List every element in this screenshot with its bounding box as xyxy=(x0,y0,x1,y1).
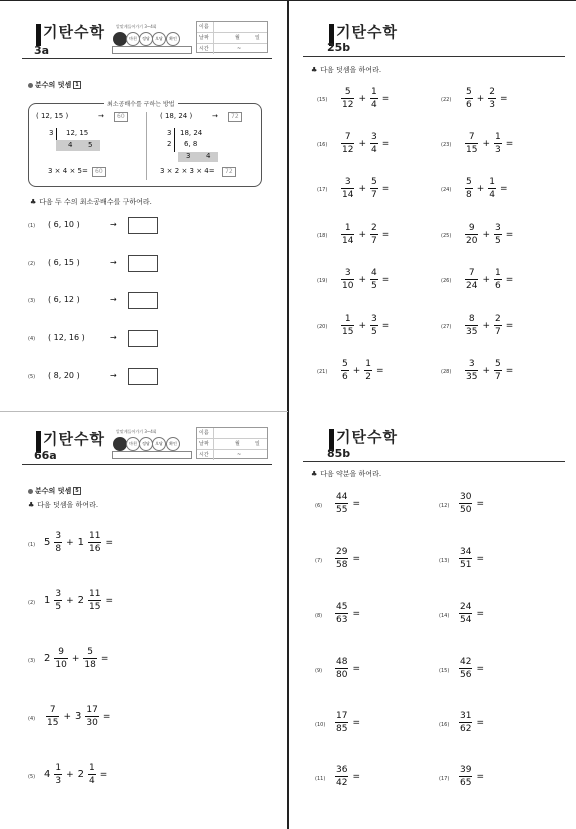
fraction: 5 18 xyxy=(84,647,96,670)
club-icon: ♣ xyxy=(30,198,37,206)
fraction: 44 55 xyxy=(336,492,348,515)
problem-number: (4) xyxy=(28,716,36,722)
reduce-expression: 34 51 = xyxy=(460,547,484,570)
fraction: 2 7 xyxy=(371,223,377,246)
reduce-expression: 36 42 = xyxy=(336,765,360,788)
date-label: 날짜 xyxy=(199,33,214,43)
addition-expression: 3 14 + 5 7 = xyxy=(342,177,390,200)
problem-number: (12) xyxy=(439,503,450,509)
fraction: 3 35 xyxy=(466,359,478,382)
fraction: 24 54 xyxy=(460,602,472,625)
left-calc: 3 × 4 × 5= xyxy=(48,167,88,175)
problem-number: (26) xyxy=(441,278,452,284)
reduce-expression: 39 65 = xyxy=(460,765,484,788)
mixed-number-addition: 4 1 3 + 2 1 4 = xyxy=(44,763,108,786)
left-divisor: 3 xyxy=(49,129,54,137)
problem-number: (7) xyxy=(315,558,323,564)
day-label: 일 xyxy=(255,35,260,41)
month-label: 월 xyxy=(235,441,240,447)
page-66a xyxy=(0,414,287,829)
fraction: 11 15 xyxy=(89,589,101,612)
name-label: 이름 xyxy=(199,22,214,32)
fraction: 11 16 xyxy=(89,531,101,554)
problem-number: (1) xyxy=(28,542,36,548)
problem-number: (10) xyxy=(315,722,326,728)
stamp-3: 오답 xyxy=(152,32,166,46)
problem-pair: ( 6, 12 ) xyxy=(48,295,80,304)
section-number: 5 xyxy=(75,488,79,494)
answer-box[interactable] xyxy=(128,368,158,385)
right-calc-answer: 72 xyxy=(222,167,236,177)
fraction: 9 10 xyxy=(55,647,67,670)
fraction: 3 5 xyxy=(371,314,377,337)
problem-number: (24) xyxy=(441,187,452,193)
logo: 기탄수학 xyxy=(43,23,105,41)
fraction: 9 20 xyxy=(466,223,478,246)
left-calc-answer: 60 xyxy=(92,167,106,177)
mixed-number-addition: 2 9 10 + 5 18 = xyxy=(44,647,109,670)
problem-pair: ( 8, 20 ) xyxy=(48,371,80,380)
answer-box[interactable] xyxy=(128,255,158,272)
reduce-expression: 24 54 = xyxy=(460,602,484,625)
header-separator xyxy=(303,56,565,57)
addition-expression: 5 8 + 1 4 = xyxy=(466,177,508,200)
problem-number: (16) xyxy=(439,722,450,728)
right-row2: 6, 8 xyxy=(184,140,198,148)
right-row3a: 3 xyxy=(186,152,191,160)
fraction: 39 65 xyxy=(460,765,472,788)
answer-box[interactable] xyxy=(128,292,158,309)
problem-arrow: → xyxy=(110,371,117,380)
date-label: 날짜 xyxy=(199,439,214,449)
problem-pair: ( 6, 15 ) xyxy=(48,258,80,267)
answer-box[interactable] xyxy=(128,217,158,234)
header-separator xyxy=(22,58,272,59)
fraction: 2 7 xyxy=(495,314,501,337)
reduce-expression: 29 58 = xyxy=(336,547,360,570)
fraction: 30 50 xyxy=(460,492,472,515)
problem-arrow: → xyxy=(110,220,117,229)
reduce-expression: 48 80 = xyxy=(336,657,360,680)
fraction: 3 14 xyxy=(342,177,354,200)
stamp-1: 마친 xyxy=(126,32,140,46)
problem-number: (4) xyxy=(28,336,36,342)
reduce-expression: 44 55 = xyxy=(336,492,360,515)
fraction: 5 6 xyxy=(342,359,348,382)
left-row1: 12, 15 xyxy=(66,129,89,137)
answer-box[interactable] xyxy=(128,330,158,347)
bullet-icon xyxy=(28,83,33,88)
fraction: 5 8 xyxy=(466,177,472,200)
logo: 기탄수학 xyxy=(43,430,105,448)
problem-number: (6) xyxy=(315,503,323,509)
progress-strip xyxy=(112,451,192,459)
page-number: 66a xyxy=(34,449,57,462)
right-answer: 72 xyxy=(228,112,242,122)
problem-number: (2) xyxy=(28,600,36,606)
fraction: 3 5 xyxy=(55,589,62,612)
left-row2a: 4 xyxy=(68,141,73,149)
fraction: 7 12 xyxy=(342,132,354,155)
page-3a xyxy=(0,0,287,412)
problem-number: (1) xyxy=(28,223,36,229)
left-bracket xyxy=(56,128,57,140)
fraction: 36 42 xyxy=(336,765,348,788)
section-number: 1 xyxy=(75,82,79,88)
page-number: 3a xyxy=(34,44,50,57)
left-row2b: 5 xyxy=(88,141,93,149)
instruction: ♣ 다음 덧셈을 하여라. xyxy=(28,501,99,509)
fraction: 29 58 xyxy=(336,547,348,570)
stamp-caption: 알맞게들어가기 3~4회 xyxy=(116,24,157,29)
problem-number: (9) xyxy=(315,668,323,674)
fraction: 45 63 xyxy=(336,602,348,625)
page-number: 85b xyxy=(327,447,351,460)
section-title: 분수의 덧셈 1 xyxy=(28,80,81,90)
fraction: 31 62 xyxy=(460,711,472,734)
fraction: 1 4 xyxy=(489,177,496,200)
club-icon: ♣ xyxy=(311,470,318,478)
mixed-number-addition: 7 15 + 3 17 30 = xyxy=(47,705,111,728)
page-number: 25b xyxy=(327,41,351,54)
addition-expression: 1 15 + 3 5 = xyxy=(342,314,390,337)
left-shade xyxy=(56,140,100,151)
page-25b xyxy=(289,0,576,412)
fraction: 4 5 xyxy=(371,268,377,291)
page-85b xyxy=(289,414,576,829)
stamp-4: 확인 xyxy=(166,32,180,46)
grade-stamp xyxy=(113,437,127,451)
problem-number: (2) xyxy=(28,261,36,267)
problem-number: (14) xyxy=(439,613,450,619)
reduce-expression: 31 62 = xyxy=(460,711,484,734)
problem-arrow: → xyxy=(110,333,117,342)
problem-number: (18) xyxy=(317,233,328,239)
month-label: 월 xyxy=(235,35,240,41)
fraction: 1 14 xyxy=(342,223,354,246)
problem-number: (11) xyxy=(315,776,326,782)
fraction: 5 7 xyxy=(495,359,501,382)
fraction: 7 15 xyxy=(47,705,59,728)
time-sep: ~ xyxy=(237,452,242,458)
problem-arrow: → xyxy=(110,295,117,304)
left-answer: 60 xyxy=(114,112,128,122)
problem-number: (27) xyxy=(441,324,452,330)
fraction: 3 8 xyxy=(55,531,62,554)
instruction: ♣ 다음 덧셈을 하여라. xyxy=(311,66,382,74)
fraction: 1 15 xyxy=(342,314,354,337)
lcm-divider xyxy=(146,112,147,180)
right-shade xyxy=(178,152,218,162)
fraction: 7 24 xyxy=(466,268,478,291)
problem-number: (5) xyxy=(28,374,36,380)
info-box xyxy=(196,21,268,53)
problem-number: (15) xyxy=(317,97,328,103)
time-label: 시간 xyxy=(199,450,214,460)
fraction: 34 51 xyxy=(460,547,472,570)
header-separator xyxy=(303,461,565,462)
left-pair: ( 12, 15 ) xyxy=(36,112,69,120)
header-separator xyxy=(22,464,272,465)
lcm-method-title: 최소공배수를 구하는 방법 xyxy=(104,99,178,108)
problem-number: (25) xyxy=(441,233,452,239)
problem-number: (3) xyxy=(28,658,36,664)
fraction: 1 4 xyxy=(89,763,95,786)
addition-expression: 3 35 + 5 7 = xyxy=(466,359,514,382)
left-arrow: → xyxy=(98,112,104,120)
right-arrow: → xyxy=(212,112,218,120)
stamp-2: 정답 xyxy=(139,32,153,46)
problem-number: (15) xyxy=(439,668,450,674)
addition-expression: 8 35 + 2 7 = xyxy=(466,314,514,337)
addition-expression: 5 6 + 2 3 = xyxy=(466,87,508,110)
instruction: ♣ 다음 약분을 하여라. xyxy=(311,470,382,478)
right-row1: 18, 24 xyxy=(180,129,203,137)
problem-number: (8) xyxy=(315,613,323,619)
fraction: 17 85 xyxy=(336,711,348,734)
addition-expression: 7 24 + 1 6 = xyxy=(466,268,514,291)
time-sep: ~ xyxy=(237,46,242,52)
club-icon: ♣ xyxy=(28,501,35,509)
mixed-number-addition: 1 3 5 + 2 11 15 = xyxy=(44,589,114,612)
problem-arrow: → xyxy=(110,258,117,267)
right-pair: ( 18, 24 ) xyxy=(160,112,193,120)
reduce-expression: 45 63 = xyxy=(336,602,360,625)
addition-expression: 7 12 + 3 4 = xyxy=(342,132,390,155)
fraction: 7 15 xyxy=(466,132,478,155)
fraction: 5 6 xyxy=(466,87,472,110)
fraction: 1 3 xyxy=(495,132,501,155)
addition-expression: 1 14 + 2 7 = xyxy=(342,223,390,246)
problem-number: (22) xyxy=(441,97,452,103)
reduce-expression: 17 85 = xyxy=(336,711,360,734)
section-title: 분수의 덧셈 5 xyxy=(28,486,81,496)
addition-expression: 5 12 + 1 4 = xyxy=(342,87,390,110)
logo: 기탄수학 xyxy=(336,428,398,446)
fraction: 3 10 xyxy=(342,268,354,291)
fraction: 3 4 xyxy=(371,132,377,155)
fraction: 42 56 xyxy=(460,657,472,680)
problem-number: (17) xyxy=(439,776,450,782)
stamp-4: 확인 xyxy=(166,437,180,451)
fraction: 8 35 xyxy=(466,314,478,337)
fraction: 2 3 xyxy=(489,87,496,110)
logo: 기탄수학 xyxy=(336,23,398,41)
info-box xyxy=(196,427,268,459)
fraction: 1 2 xyxy=(365,359,372,382)
problem-number: (17) xyxy=(317,187,328,193)
right-divisor-1: 3 xyxy=(167,129,172,137)
problem-pair: ( 12, 16 ) xyxy=(48,333,85,342)
stamp-caption: 알맞게들어가기 3~4회 xyxy=(116,429,157,434)
grade-stamp xyxy=(113,32,127,46)
fraction: 5 12 xyxy=(342,87,354,110)
right-calc: 3 × 2 × 3 × 4= xyxy=(160,167,215,175)
bullet-icon xyxy=(28,489,33,494)
problem-number: (28) xyxy=(441,369,452,375)
mixed-number-addition: 5 3 8 + 1 11 16 = xyxy=(44,531,114,554)
time-label: 시간 xyxy=(199,44,214,54)
problem-number: (5) xyxy=(28,774,36,780)
problem-number: (19) xyxy=(317,278,328,284)
problem-number: (23) xyxy=(441,142,452,148)
problem-number: (21) xyxy=(317,369,328,375)
stamp-2: 정답 xyxy=(139,437,153,451)
right-divisor-2: 2 xyxy=(167,140,172,148)
stamp-1: 마친 xyxy=(126,437,140,451)
problem-number: (3) xyxy=(28,298,36,304)
stamp-3: 오답 xyxy=(152,437,166,451)
addition-expression: 9 20 + 3 5 = xyxy=(466,223,514,246)
addition-expression: 3 10 + 4 5 = xyxy=(342,268,390,291)
club-icon: ♣ xyxy=(311,66,318,74)
problem-number: (16) xyxy=(317,142,328,148)
day-label: 일 xyxy=(255,441,260,447)
fraction: 1 3 xyxy=(55,763,62,786)
name-label: 이름 xyxy=(199,428,214,438)
problem-pair: ( 6, 10 ) xyxy=(48,220,80,229)
fraction: 3 5 xyxy=(495,223,501,246)
fraction: 5 7 xyxy=(371,177,377,200)
problem-number: (13) xyxy=(439,558,450,564)
header-bar xyxy=(36,24,41,46)
progress-strip xyxy=(112,46,192,54)
fraction: 48 80 xyxy=(336,657,348,680)
instruction: ♣ 다음 두 수의 최소공배수를 구하여라. xyxy=(30,198,152,206)
reduce-expression: 42 56 = xyxy=(460,657,484,680)
fraction: 1 4 xyxy=(371,87,377,110)
fraction: 17 30 xyxy=(86,705,98,728)
addition-expression: 5 6 + 1 2 = xyxy=(342,359,384,382)
reduce-expression: 30 50 = xyxy=(460,492,484,515)
right-bracket xyxy=(174,128,175,152)
right-row3b: 4 xyxy=(206,152,211,160)
problem-number: (20) xyxy=(317,324,328,330)
fraction: 1 6 xyxy=(495,268,501,291)
addition-expression: 7 15 + 1 3 = xyxy=(466,132,514,155)
